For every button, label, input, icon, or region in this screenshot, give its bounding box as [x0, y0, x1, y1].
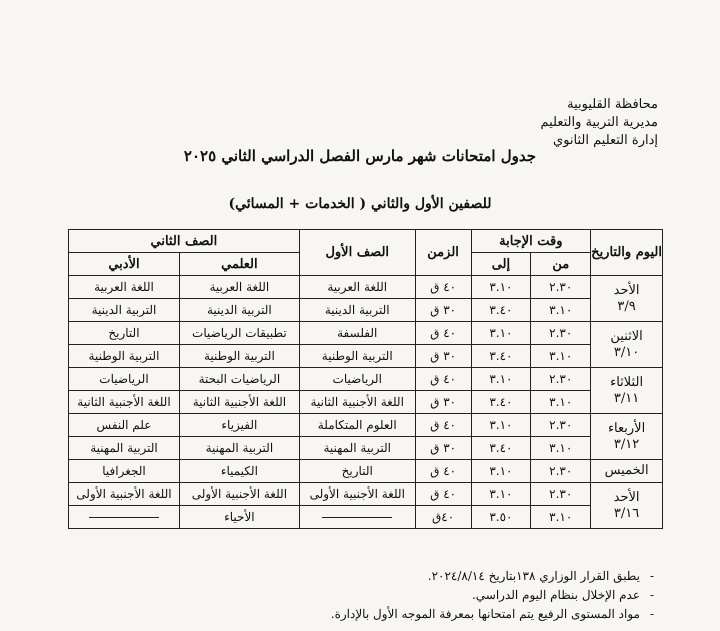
header-second-grade: الصف الثاني — [69, 230, 300, 253]
duration-cell: ٤٠ ق — [415, 414, 471, 437]
directorate-name: مديرية التربية والتعليم — [540, 115, 658, 130]
time-from-cell: ٢.٣٠ — [531, 322, 591, 345]
day-date-cell — [591, 460, 663, 483]
note-item: - مواد المستوى الرفيع يتم امتحانها بمعرفة الموجه الأول بالإدارة. — [331, 605, 654, 624]
day-date: ٣/١٠ — [613, 344, 640, 360]
scientific-subject-cell: اللغة الأجنبية الثانية — [179, 391, 299, 414]
literary-subject-cell: التربية الدينية — [69, 299, 180, 322]
header-from: من — [531, 253, 591, 276]
table-row — [69, 299, 663, 322]
time-from-cell: ٣.١٠ — [531, 506, 591, 529]
day-date: ٣/١٢ — [613, 436, 640, 452]
header-answer-time: وقت الإجابة — [471, 230, 591, 253]
table-row — [69, 391, 663, 414]
table-row — [69, 414, 663, 437]
first-grade-subject-cell: التاريخ — [299, 460, 415, 483]
literary-subject-cell — [69, 506, 180, 529]
time-to-cell: ٣.١٠ — [471, 322, 531, 345]
table-row — [69, 345, 663, 368]
day-date: ٣/١١ — [613, 390, 640, 406]
first-grade-subject-cell: التربية المهنية — [299, 437, 415, 460]
notes-list — [331, 567, 654, 624]
time-to-cell: ٣.١٠ — [471, 460, 531, 483]
time-from-cell: ٢.٣٠ — [531, 483, 591, 506]
first-grade-subject-cell: التربية الوطنية — [299, 345, 415, 368]
day-date: ٣/١٦ — [613, 505, 640, 521]
header-block — [540, 96, 658, 150]
time-to-cell: ٣.١٠ — [471, 368, 531, 391]
time-from-cell: ٢.٣٠ — [531, 368, 591, 391]
duration-cell: ٣٠ ق — [415, 391, 471, 414]
time-from-cell: ٢.٣٠ — [531, 414, 591, 437]
duration-cell: ٣٠ ق — [415, 437, 471, 460]
first-grade-subject-cell: الفلسفة — [299, 322, 415, 345]
time-to-cell: ٣.٥٠ — [471, 506, 531, 529]
day-date-cell — [591, 414, 663, 460]
day-name: الأحد — [613, 489, 640, 505]
first-grade-subject-cell: اللغة الأجنبية الثانية — [299, 391, 415, 414]
time-to-cell: ٣.٤٠ — [471, 299, 531, 322]
literary-subject-cell: التاريخ — [69, 322, 180, 345]
literary-subject-cell: التربية المهنية — [69, 437, 180, 460]
empty-dash — [89, 517, 159, 518]
time-to-cell: ٣.١٠ — [471, 414, 531, 437]
scientific-subject-cell: الفيزياء — [179, 414, 299, 437]
header-to: إلى — [471, 253, 531, 276]
time-from-cell: ٣.١٠ — [531, 345, 591, 368]
time-from-cell: ٢.٣٠ — [531, 276, 591, 299]
scientific-subject-cell: الرياضيات البحتة — [179, 368, 299, 391]
header-duration: الزمن — [415, 230, 471, 276]
scientific-subject-cell: اللغة العربية — [179, 276, 299, 299]
first-grade-subject-cell: الرياضيات — [299, 368, 415, 391]
document-subtitle: للصفين الأول والثاني ( الخدمات + المسائي) — [228, 196, 492, 212]
first-grade-subject-cell: اللغة العربية — [299, 276, 415, 299]
day-date: ٣/٩ — [617, 298, 636, 314]
governorate-name: محافظة القليوبية — [567, 97, 658, 112]
time-to-cell: ٣.١٠ — [471, 483, 531, 506]
header-scientific: العلمي — [179, 253, 299, 276]
table-row — [69, 368, 663, 391]
note-item: - عدم الإخلال بنظام اليوم الدراسي. — [331, 586, 654, 605]
scientific-subject-cell: اللغة الأجنبية الأولى — [179, 483, 299, 506]
scientific-subject-cell: التربية المهنية — [179, 437, 299, 460]
duration-cell: ٤٠ ق — [415, 460, 471, 483]
table-row — [69, 322, 663, 345]
duration-cell: ٤٠ ق — [415, 322, 471, 345]
document-title: جدول امتحانات شهر مارس الفصل الدراسي الثاني ٢٠٢٥ — [183, 147, 537, 165]
literary-subject-cell: اللغة الأجنبية الأولى — [69, 483, 180, 506]
day-date-cell — [591, 368, 663, 414]
time-to-cell: ٣.٤٠ — [471, 391, 531, 414]
duration-cell: ٤٠ ق — [415, 483, 471, 506]
first-grade-subject-cell — [299, 506, 415, 529]
day-name: الثلاثاء — [610, 374, 644, 390]
time-to-cell: ٣.٤٠ — [471, 345, 531, 368]
day-name: الأحد — [613, 282, 640, 298]
literary-subject-cell: علم النفس — [69, 414, 180, 437]
scientific-subject-cell: الأحياء — [179, 506, 299, 529]
time-from-cell: ٣.١٠ — [531, 437, 591, 460]
table-row — [69, 506, 663, 529]
literary-subject-cell: التربية الوطنية — [69, 345, 180, 368]
scientific-subject-cell: الكيمياء — [179, 460, 299, 483]
literary-subject-cell: اللغة الأجنبية الثانية — [69, 391, 180, 414]
literary-subject-cell: الجغرافيا — [69, 460, 180, 483]
duration-cell: ٣٠ ق — [415, 299, 471, 322]
day-date-cell — [591, 322, 663, 368]
table-row — [69, 483, 663, 506]
table-row — [69, 460, 663, 483]
first-grade-subject-cell: العلوم المتكاملة — [299, 414, 415, 437]
time-from-cell: ٣.١٠ — [531, 391, 591, 414]
literary-subject-cell: الرياضيات — [69, 368, 180, 391]
scientific-subject-cell: التربية الوطنية — [179, 345, 299, 368]
table-row — [69, 437, 663, 460]
first-grade-subject-cell: اللغة الأجنبية الأولى — [299, 483, 415, 506]
exam-schedule-table — [68, 229, 663, 529]
first-grade-subject-cell: التربية الدينية — [299, 299, 415, 322]
duration-cell: ٤٠ ق — [415, 276, 471, 299]
time-to-cell: ٣.١٠ — [471, 276, 531, 299]
day-date-cell — [591, 276, 663, 322]
administration-name: إدارة التعليم الثانوي — [553, 133, 658, 148]
duration-cell: ٤٠ق — [415, 506, 471, 529]
note-item: - يطبق القرار الوزاري ١٣٨بتاريخ ٢٠٢٤/٨/١٤. — [331, 567, 654, 586]
duration-cell: ٣٠ ق — [415, 345, 471, 368]
table-row — [69, 276, 663, 299]
day-name: الخميس — [604, 463, 649, 478]
header-literary: الأدبي — [69, 253, 180, 276]
header-first-grade: الصف الأول — [299, 230, 415, 276]
day-date-cell — [591, 483, 663, 529]
time-to-cell: ٣.٤٠ — [471, 437, 531, 460]
time-from-cell: ٣.١٠ — [531, 299, 591, 322]
time-from-cell: ٢.٣٠ — [531, 460, 591, 483]
duration-cell: ٤٠ ق — [415, 368, 471, 391]
scientific-subject-cell: تطبيقات الرياضيات — [179, 322, 299, 345]
day-name: الاثنين — [610, 328, 643, 344]
scientific-subject-cell: التربية الدينية — [179, 299, 299, 322]
header-day-date: اليوم والتاريخ — [591, 230, 663, 276]
empty-dash — [322, 517, 392, 518]
day-name: الأربعاء — [607, 420, 646, 436]
literary-subject-cell: اللغة العربية — [69, 276, 180, 299]
